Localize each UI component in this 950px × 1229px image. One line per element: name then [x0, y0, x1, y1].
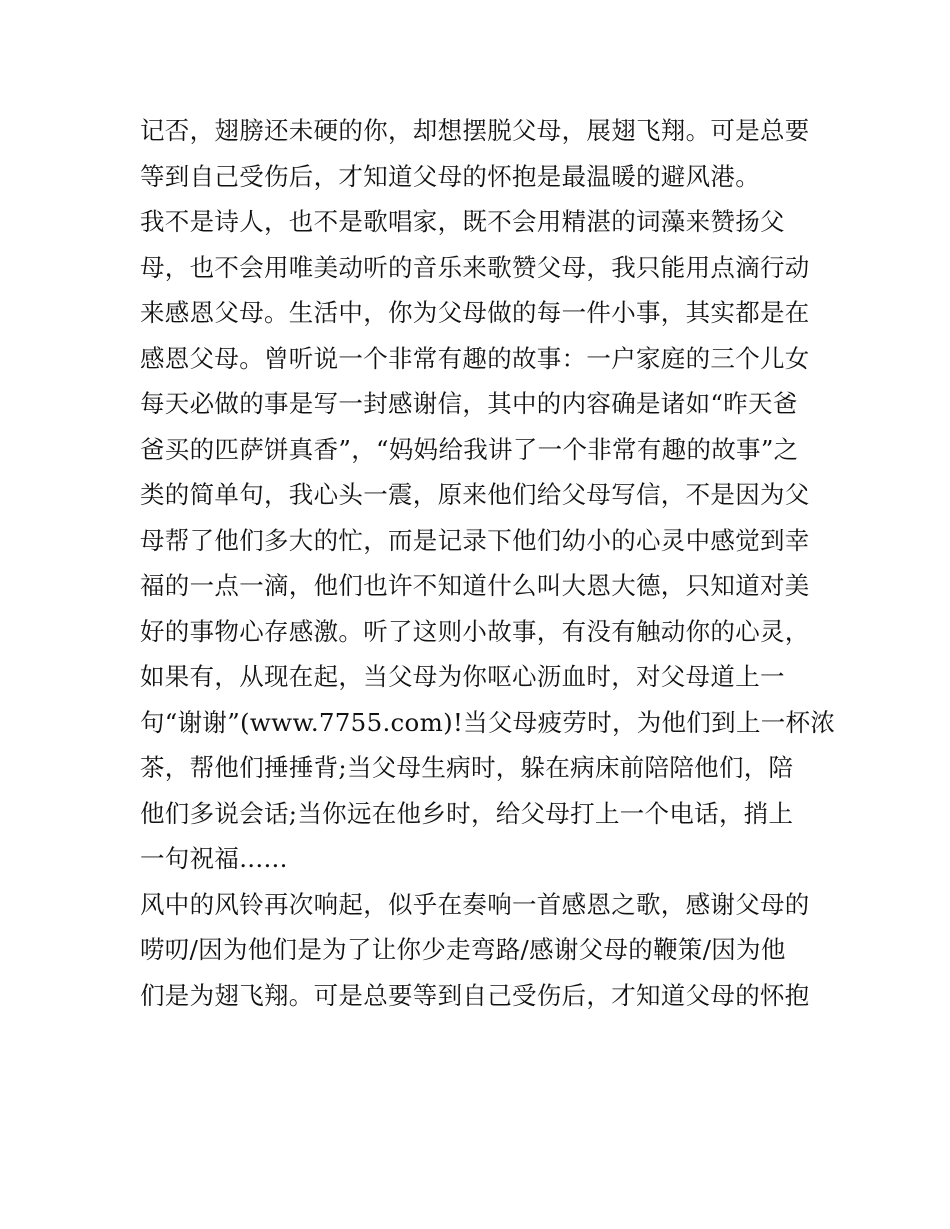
text-line: 福的一点一滴，他们也许不知道什么叫大恩大德，只知道对美 — [140, 571, 810, 600]
text-line: 我不是诗人，也不是歌唱家，既不会用精湛的词藻来赞扬父 — [140, 207, 785, 236]
text-line: 如果有，从现在起，当父母为你呕心沥血时，对父母道上一 — [140, 662, 785, 691]
document-body — [140, 108, 836, 1018]
text-line: 们是为翅飞翔。可是总要等到自己受伤后，才知道父母的怀抱 — [140, 980, 810, 1010]
text-line: 一句祝福...... — [140, 844, 288, 873]
text-line: 来感恩父母。生活中，你为父母做的每一件小事，其实都是在 — [140, 298, 810, 327]
text-line: 等到自己受伤后，才知道父母的怀抱是最温暖的避风港。 — [140, 161, 760, 191]
text-line: 风中的风铃再次响起，似乎在奏响一首感恩之歌，感谢父母的 — [140, 889, 810, 919]
text-line: 感恩父母。曾听说一个非常有趣的故事：一户家庭的三个儿女 — [140, 343, 810, 373]
text-line: 记否，翅膀还未硬的你，却想摆脱父母，展翅飞翔。可是总要 — [140, 116, 810, 145]
text-line: 他们多说会话;当你远在他乡时，给父母打上一个电话，捎上 — [140, 798, 794, 828]
text-line: 类的简单句，我心头一震，原来他们给父母写信，不是因为父 — [140, 480, 810, 509]
text-line: 好的事物心存感激。听了这则小故事，有没有触动你的心灵， — [140, 616, 810, 646]
text-line: 每天必做的事是写一封感谢信，其中的内容确是诸如“昨天爸 — [140, 389, 798, 418]
text-line: 母帮了他们多大的忙，而是记录下他们幼小的心灵中感觉到幸 — [140, 525, 810, 555]
text-line: 母，也不会用唯美动听的音乐来歌赞父母，我只能用点滴行动 — [140, 252, 810, 282]
text-line: 唠叨/因为他们是为了让你少走弯路/感谢父母的鞭策/因为他 — [140, 935, 786, 964]
text-line: 句“谢谢”(www.7755.com)!当父母疲劳时，为他们到上一杯浓 — [140, 707, 836, 737]
text-line: 茶，帮他们捶捶背;当父母生病时，躲在病床前陪陪他们，陪 — [140, 753, 794, 782]
text-line: 爸买的匹萨饼真香”，“妈妈给我讲了一个非常有趣的故事”之 — [140, 434, 799, 464]
